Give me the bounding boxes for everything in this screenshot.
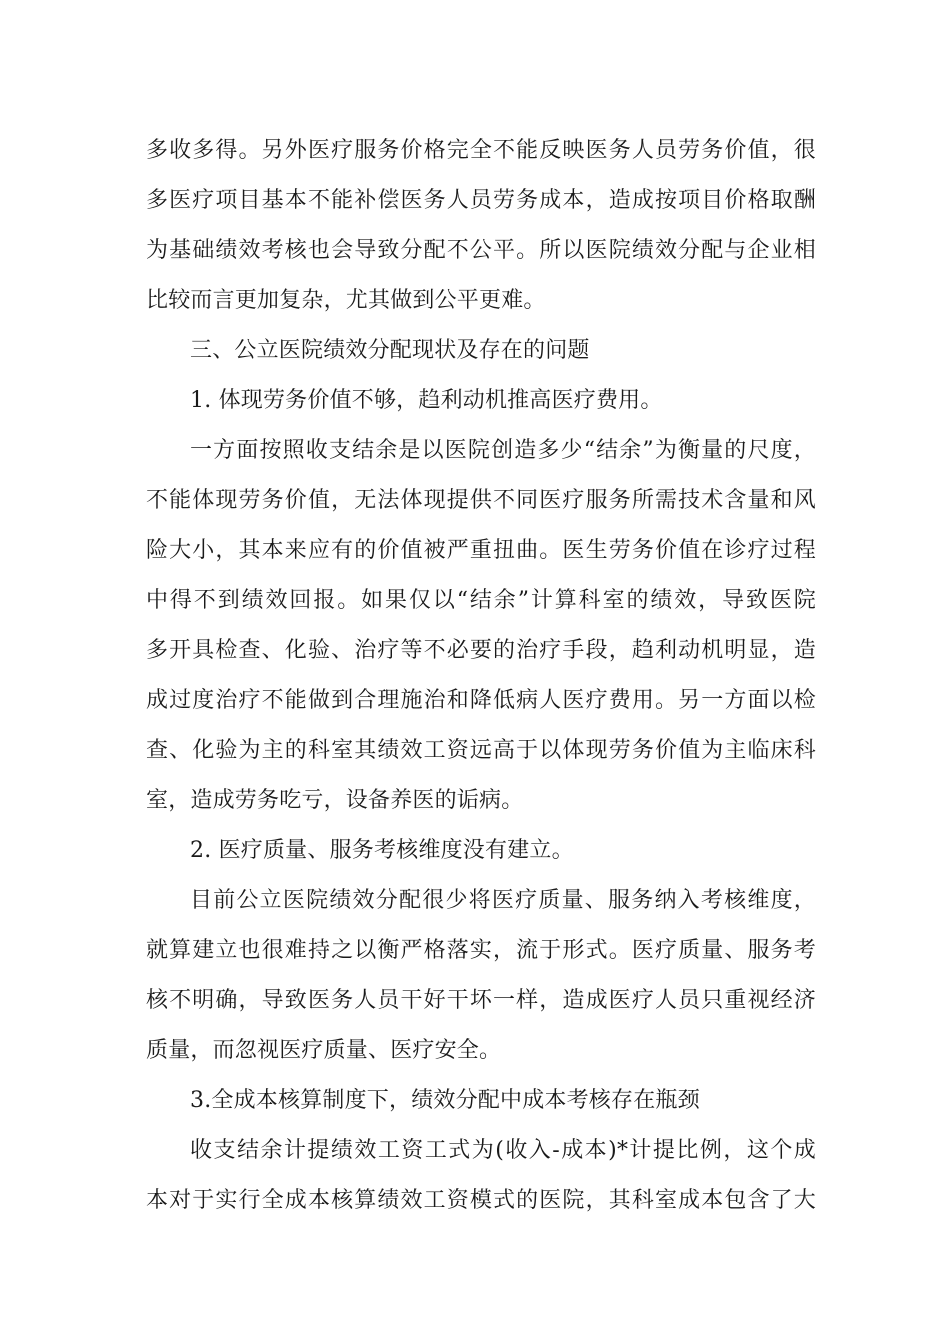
paragraph-line: 比较而言更加复杂，尤其做到公平更难。 [146, 288, 546, 313]
paragraph-line: 收支结余计提绩效工资工式为(收入-成本)*计提比例，这个成 [190, 1138, 816, 1163]
paragraph-line: 中得不到绩效回报。如果仅以“结余”计算科室的绩效，导致医院 [146, 588, 816, 613]
paragraph-line: 质量，而忽视医疗质量、医疗安全。 [146, 1038, 502, 1063]
paragraph-line: 查、化验为主的科室其绩效工资远高于以体现劳务价值为主临床科 [146, 738, 816, 763]
paragraph-line: 核不明确，导致医务人员干好干坏一样，造成医疗人员只重视经济 [146, 988, 816, 1013]
paragraph-line: 多医疗项目基本不能补偿医务人员劳务成本，造成按项目价格取酬 [146, 188, 816, 213]
paragraph-line: 就算建立也很难持之以衡严格落实，流于形式。医疗质量、服务考 [146, 938, 816, 963]
subsection-heading: 3.全成本核算制度下，绩效分配中成本考核存在瓶颈 [190, 1088, 700, 1113]
paragraph-line: 多收多得。另外医疗服务价格完全不能反映医务人员劳务价值，很 [146, 138, 816, 163]
paragraph-line: 成过度治疗不能做到合理施治和降低病人医疗费用。另一方面以检 [146, 688, 816, 713]
paragraph-line: 目前公立医院绩效分配很少将医疗质量、服务纳入考核维度， [190, 888, 816, 913]
paragraph-line: 室，造成劳务吃亏，设备养医的诟病。 [146, 788, 524, 813]
subsection-heading: 2. 医疗质量、服务考核维度没有建立。 [190, 838, 574, 863]
section-heading: 三、公立医院绩效分配现状及存在的问题 [190, 338, 590, 363]
paragraph-line: 不能体现劳务价值，无法体现提供不同医疗服务所需技术含量和风 [146, 488, 816, 513]
subsection-heading: 1. 体现劳务价值不够，趋利动机推高医疗费用。 [190, 388, 663, 413]
paragraph-line: 为基础绩效考核也会导致分配不公平。所以医院绩效分配与企业相 [146, 238, 816, 263]
paragraph-line: 险大小，其本来应有的价值被严重扭曲。医生劳务价值在诊疗过程 [146, 538, 816, 563]
paragraph-line: 一方面按照收支结余是以医院创造多少“结余”为衡量的尺度， [190, 438, 816, 463]
paragraph-line: 本对于实行全成本核算绩效工资模式的医院，其科室成本包含了大 [146, 1188, 816, 1213]
paragraph-line: 多开具检查、化验、治疗等不必要的治疗手段，趋利动机明显，造 [146, 638, 816, 663]
